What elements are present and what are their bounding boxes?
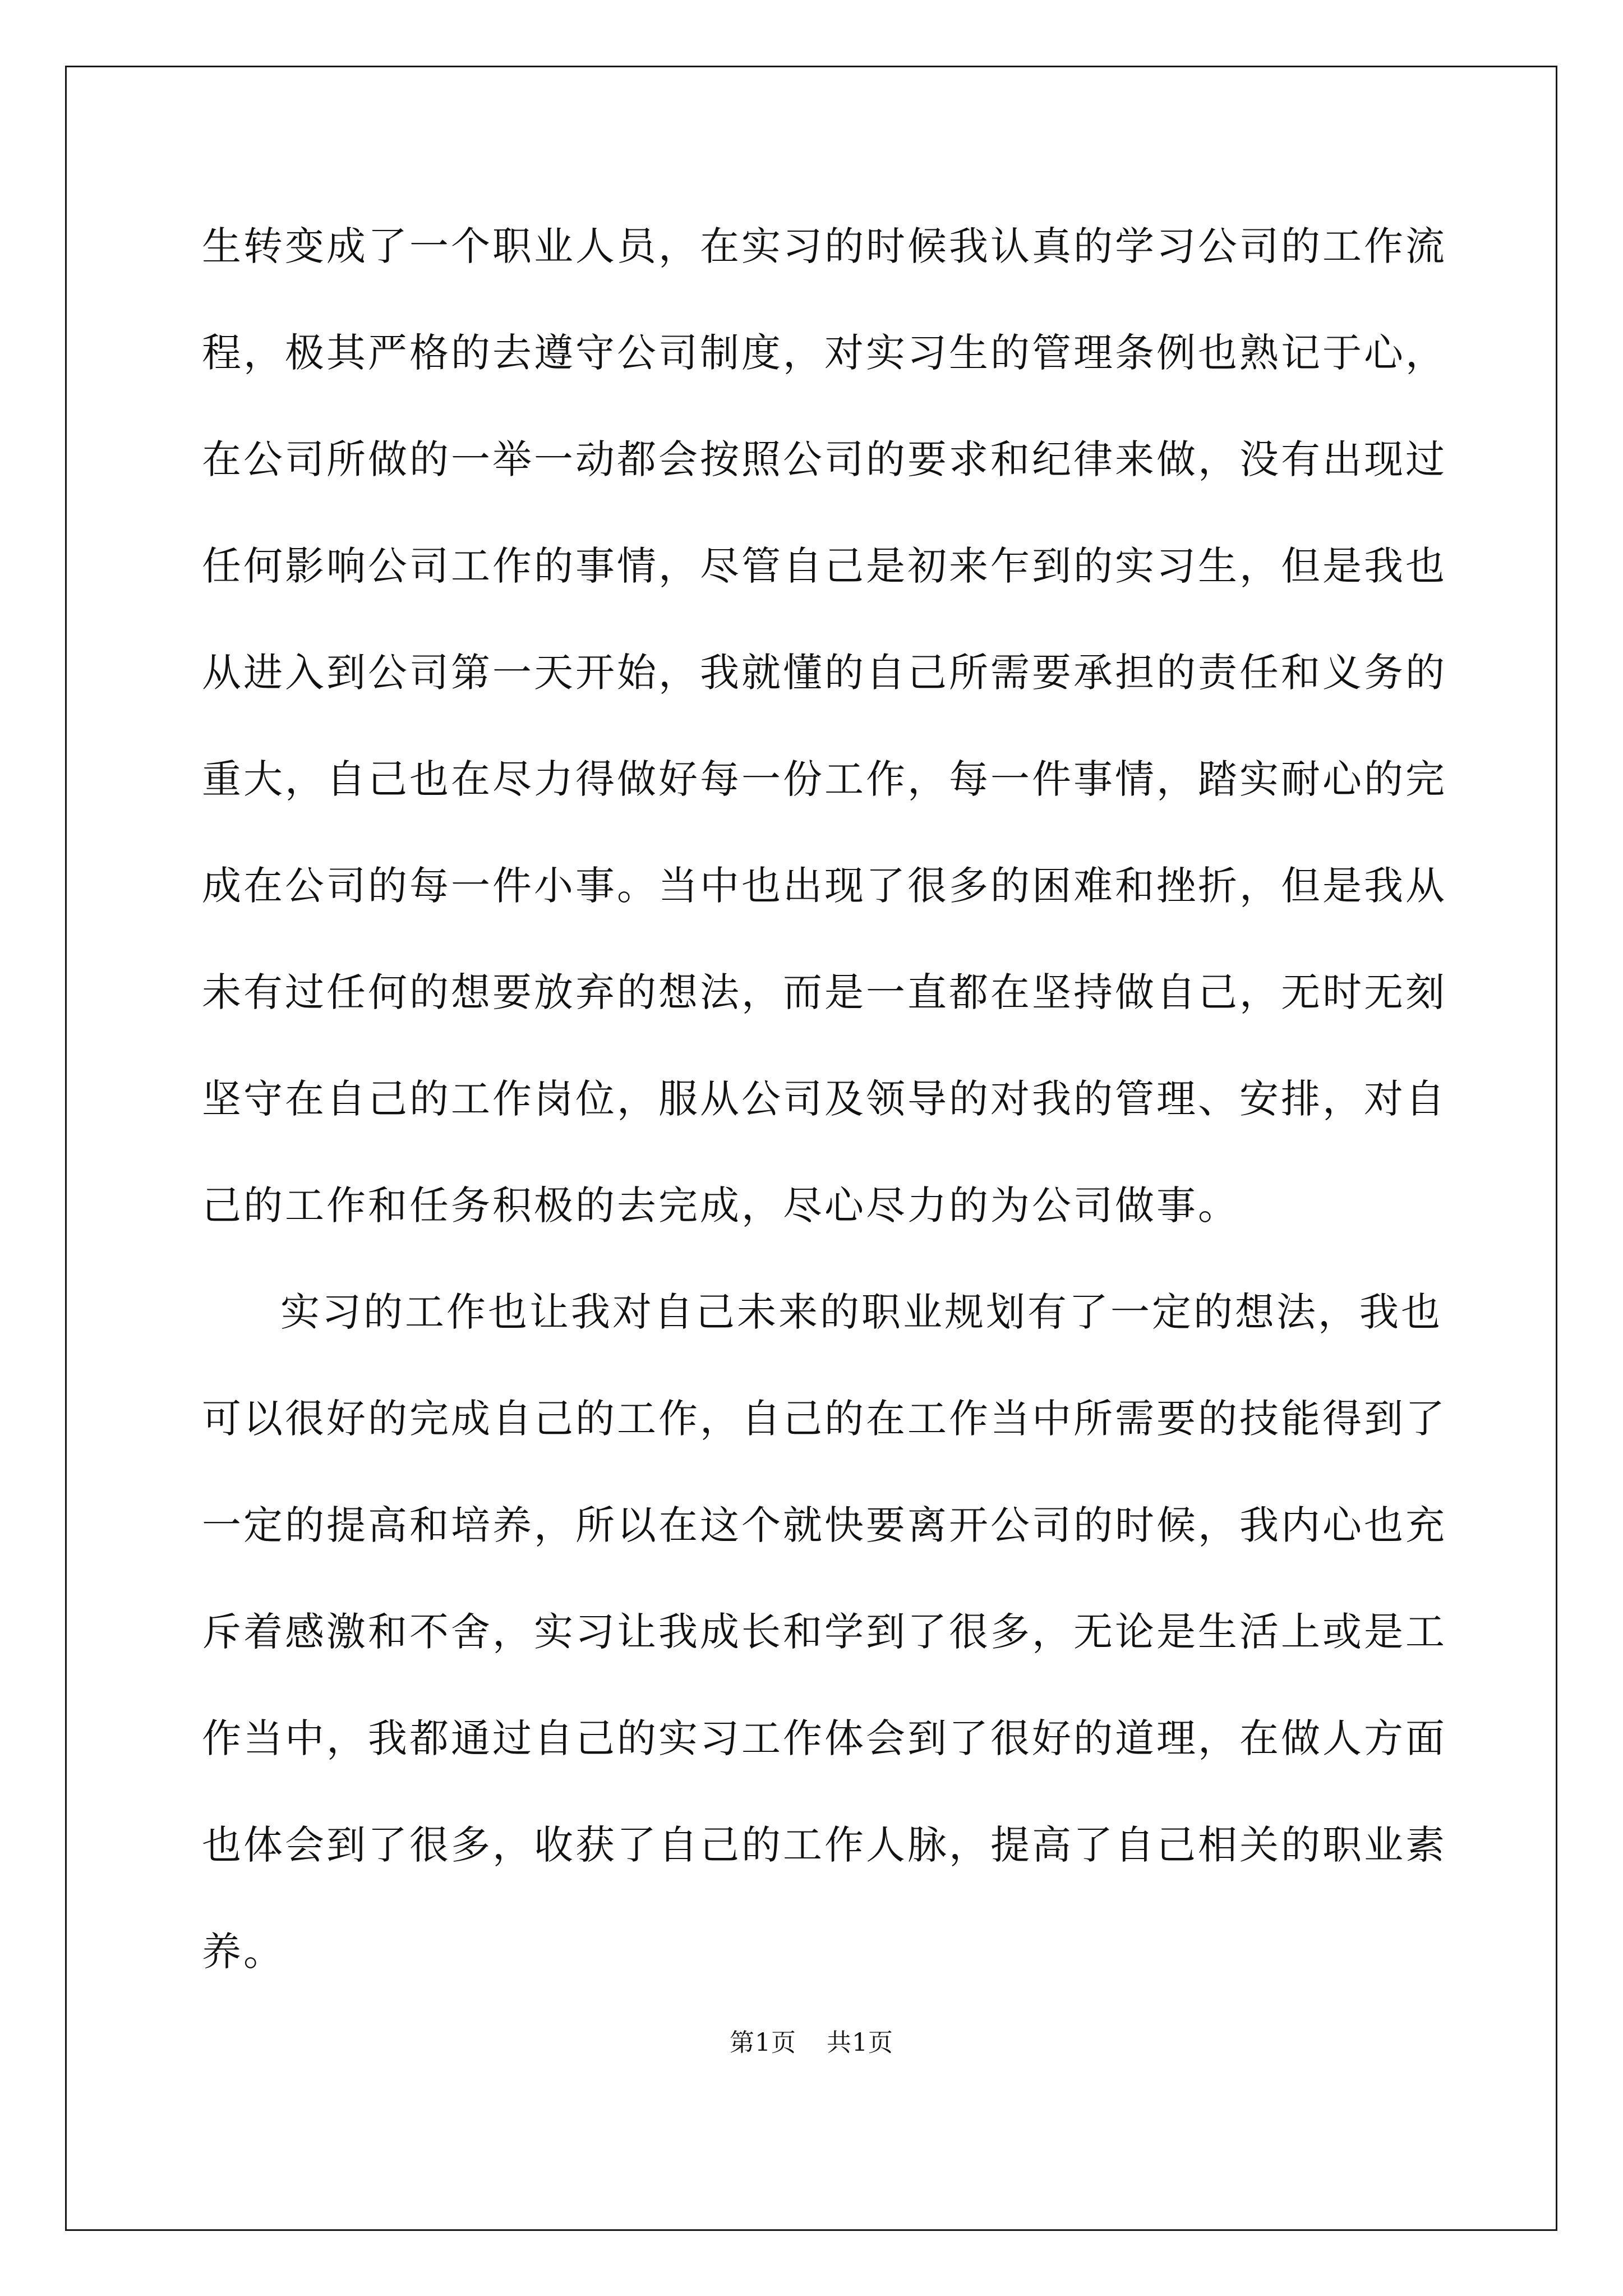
text-line: 在公司所做的一举一动都会按照公司的要求和纪律来做，没有出现过 <box>202 436 1447 482</box>
text-line: 未有过任何的想要放弃的想法，而是一直都在坚持做自己，无时无刻 <box>202 969 1447 1015</box>
text-line: 成在公司的每一件小事。当中也出现了很多的困难和挫折，但是我从 <box>202 863 1447 909</box>
page-total: 共1页 <box>827 2028 893 2057</box>
text-line: 从进入到公司第一天开始，我就懂的自己所需要承担的责任和义务的 <box>202 650 1447 696</box>
text-line: 程，极其严格的去遵守公司制度，对实习生的管理条例也熟记于心， <box>202 330 1447 376</box>
text-line: 可以很好的完成自己的工作，自己的在工作当中所需要的技能得到了 <box>202 1396 1447 1442</box>
text-line: 己的工作和任务积极的去完成，尽心尽力的为公司做事。 <box>202 1182 1239 1228</box>
text-line: 斥着感激和不舍，实习让我成长和学到了很多，无论是生活上或是工 <box>202 1609 1447 1655</box>
text-line: 一定的提高和培养，所以在这个就快要离开公司的时候，我内心也充 <box>202 1502 1447 1548</box>
text-line: 养。 <box>202 1929 285 1975</box>
text-line: 任何影响公司工作的事情，尽管自己是初来乍到的实习生，但是我也 <box>202 543 1447 589</box>
text-line: 坚守在自己的工作岗位，服从公司及领导的对我的管理、安排，对自 <box>202 1076 1447 1122</box>
page-number: 第1页 <box>730 2028 796 2057</box>
document-body <box>202 193 1447 2005</box>
text-line: 也体会到了很多，收获了自己的工作人脉，提高了自己相关的职业素 <box>202 1822 1447 1868</box>
text-line: 实习的工作也让我对自己未来的职业规划有了一定的想法，我也 <box>280 1289 1442 1335</box>
page-footer <box>0 2022 1623 2058</box>
text-line: 生转变成了一个职业人员，在实习的时候我认真的学习公司的工作流 <box>202 223 1447 269</box>
text-line: 重大，自己也在尽力得做好每一份工作，每一件事情，踏实耐心的完 <box>202 756 1447 802</box>
text-line: 作当中，我都通过自己的实习工作体会到了很好的道理，在做人方面 <box>202 1715 1447 1761</box>
